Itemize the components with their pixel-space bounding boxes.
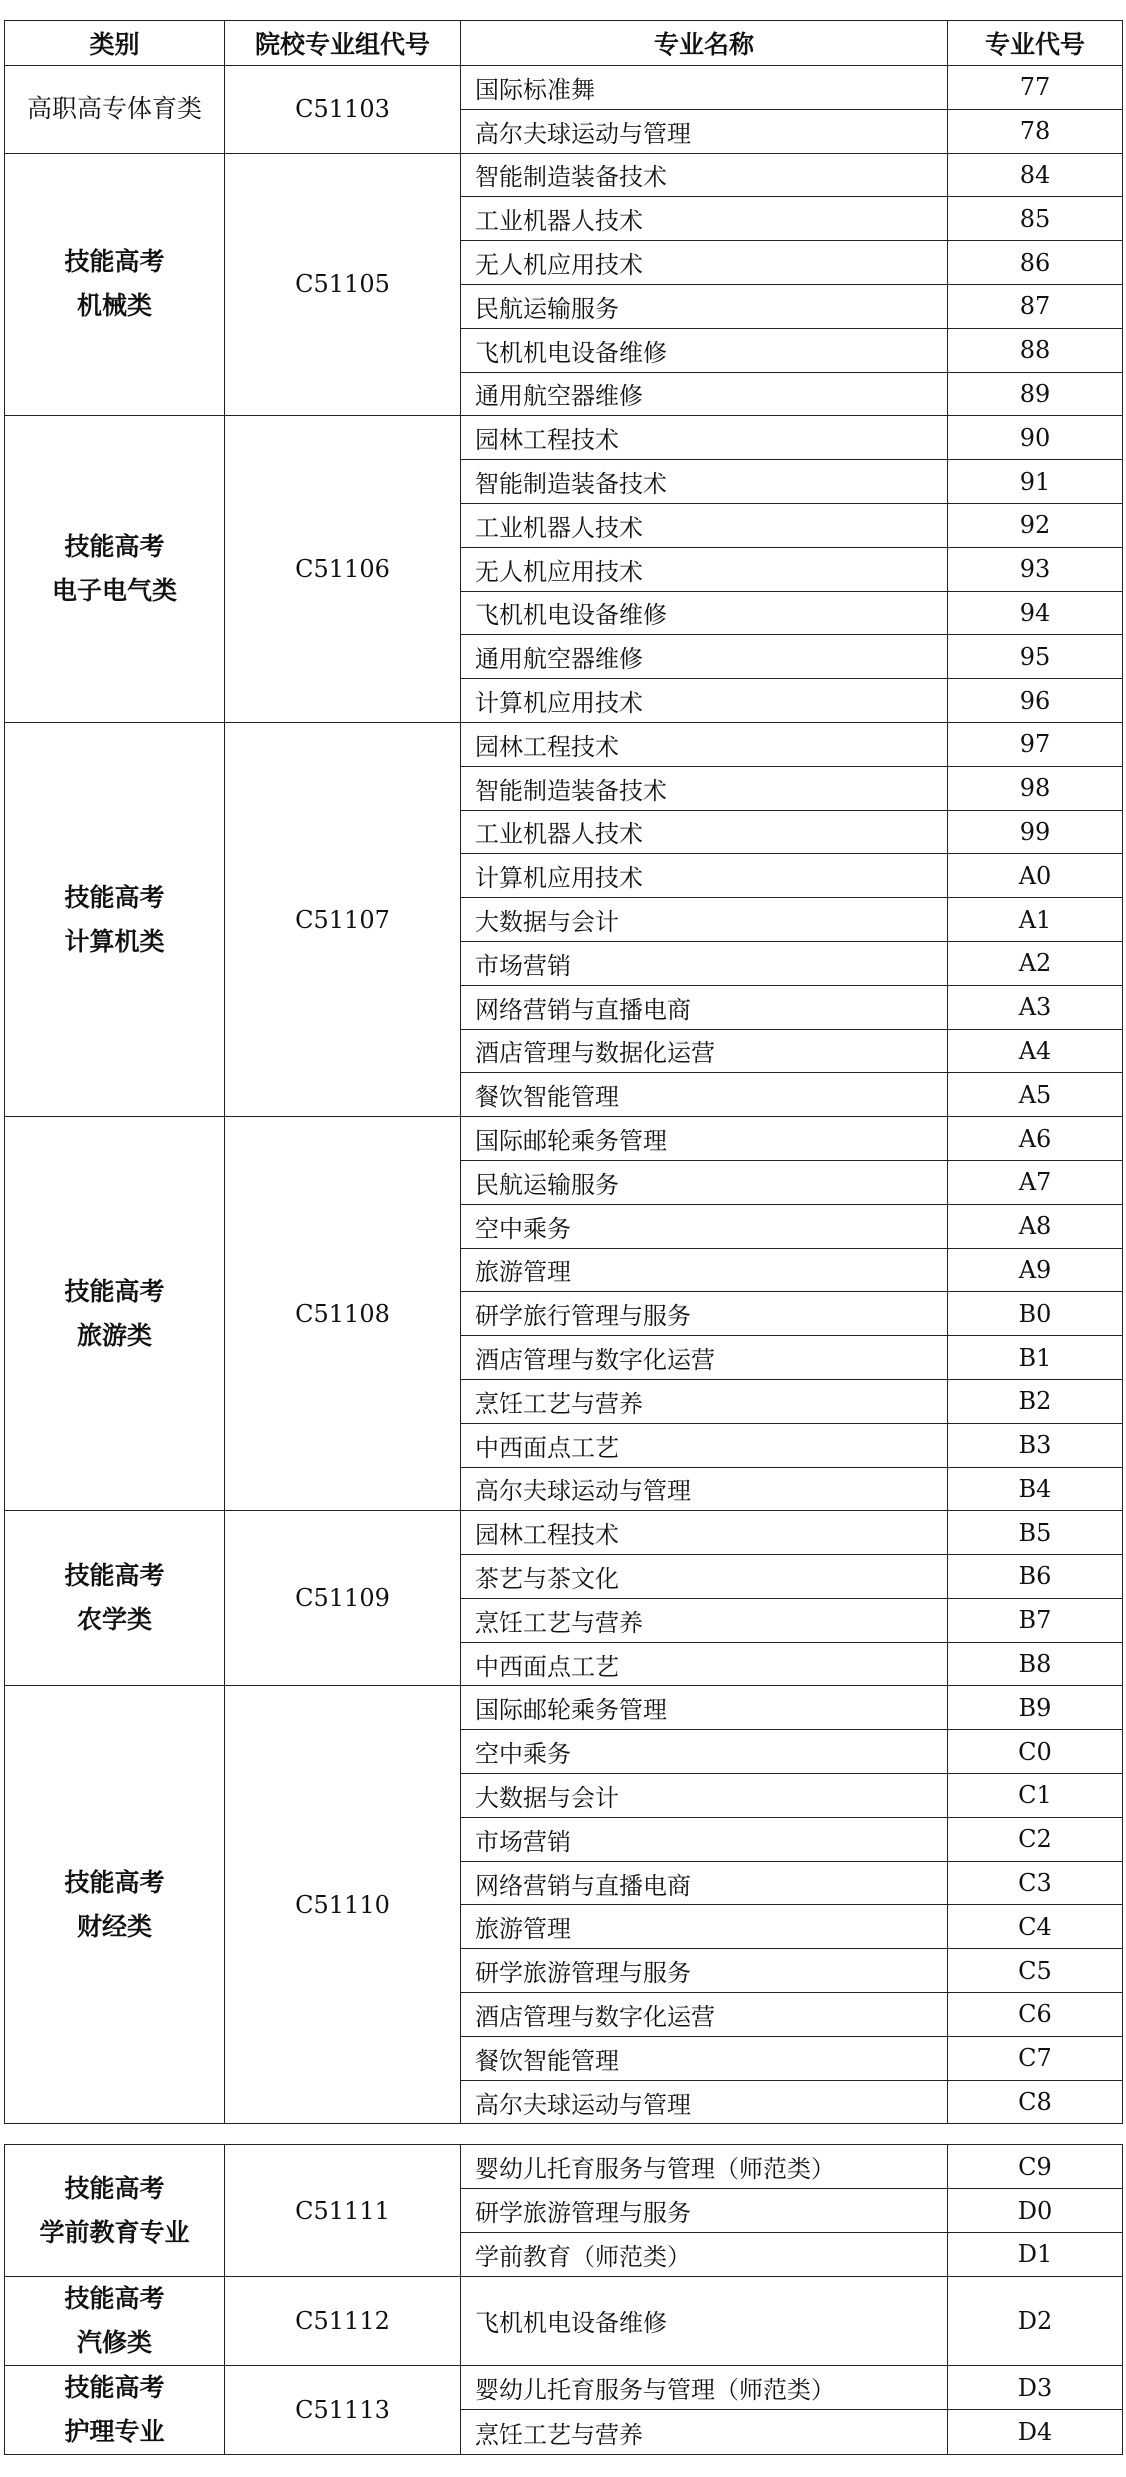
table-row [5, 722, 1123, 766]
major-name-cell: 大数据与会计 [461, 898, 948, 942]
major-name-cell: 计算机应用技术 [461, 854, 948, 898]
major-name-cell: 无人机应用技术 [461, 547, 948, 591]
major-code-cell: 93 [948, 547, 1123, 591]
major-code-cell: A8 [948, 1204, 1123, 1248]
major-name-cell: 婴幼儿托育服务与管理（师范类） [461, 2365, 948, 2410]
major-name-cell: 飞机机电设备维修 [461, 591, 948, 635]
category-line: 汽修类 [76, 2327, 152, 2357]
spacer-cell [461, 2124, 948, 2145]
major-code-cell: A1 [948, 898, 1123, 942]
major-code-cell: 88 [948, 328, 1123, 372]
category-line: 护理专业 [64, 2416, 165, 2446]
major-code-cell: A9 [948, 1248, 1123, 1292]
major-name-cell: 国际邮轮乘务管理 [461, 1686, 948, 1730]
major-code-cell: C0 [948, 1730, 1123, 1774]
major-name-cell: 工业机器人技术 [461, 810, 948, 854]
table-row [5, 2145, 1123, 2189]
major-name-cell: 婴幼儿托育服务与管理（师范类） [461, 2145, 948, 2189]
major-name-cell: 高尔夫球运动与管理 [461, 109, 948, 153]
major-name-cell: 空中乘务 [461, 1204, 948, 1248]
spacer-cell [225, 2124, 461, 2145]
category-cell [5, 1686, 225, 2124]
major-code-cell: A0 [948, 854, 1123, 898]
major-code-cell: C7 [948, 2036, 1123, 2080]
major-name-cell: 茶艺与茶文化 [461, 1555, 948, 1599]
group-code-cell: C51109 [225, 1511, 461, 1686]
category-cell [5, 416, 225, 723]
major-name-cell: 工业机器人技术 [461, 503, 948, 547]
major-name-cell: 国际标准舞 [461, 66, 948, 110]
major-name-cell: 研学旅游管理与服务 [461, 2189, 948, 2233]
major-code-cell: A5 [948, 1073, 1123, 1117]
major-name-cell: 餐饮智能管理 [461, 2036, 948, 2080]
major-name-cell: 酒店管理与数字化运营 [461, 1993, 948, 2037]
major-name-cell: 空中乘务 [461, 1730, 948, 1774]
major-name-cell: 餐饮智能管理 [461, 1073, 948, 1117]
major-code-cell: 98 [948, 766, 1123, 810]
major-name-cell: 飞机机电设备维修 [461, 2276, 948, 2365]
spacer-cell [948, 2124, 1123, 2145]
major-name-cell: 大数据与会计 [461, 1774, 948, 1818]
table-body [5, 66, 1123, 2455]
category-line: 技能高考 [64, 2173, 165, 2203]
major-code-cell: A3 [948, 985, 1123, 1029]
header-category: 类别 [5, 21, 225, 66]
major-name-cell: 无人机应用技术 [461, 241, 948, 285]
major-code-cell: A7 [948, 1160, 1123, 1204]
major-name-cell: 旅游管理 [461, 1905, 948, 1949]
category-cell [5, 722, 225, 1116]
major-code-cell: 77 [948, 66, 1123, 110]
major-name-cell: 智能制造装备技术 [461, 153, 948, 197]
category-line: 高职高专体育类 [26, 94, 202, 124]
major-code-cell: 86 [948, 241, 1123, 285]
major-name-cell: 民航运输服务 [461, 1160, 948, 1204]
major-code-cell: B1 [948, 1336, 1123, 1380]
major-name-cell: 网络营销与直播电商 [461, 985, 948, 1029]
group-code-cell: C51111 [225, 2145, 461, 2276]
major-name-cell: 酒店管理与数据化运营 [461, 1029, 948, 1073]
major-name-cell: 飞机机电设备维修 [461, 328, 948, 372]
category-line: 技能高考 [64, 1276, 165, 1306]
major-code-cell: B8 [948, 1642, 1123, 1686]
major-name-cell: 市场营销 [461, 1817, 948, 1861]
major-code-cell: 97 [948, 722, 1123, 766]
category-cell [5, 2276, 225, 2365]
category-line: 技能高考 [64, 2372, 165, 2402]
group-code-cell: C51112 [225, 2276, 461, 2365]
major-name-cell: 园林工程技术 [461, 722, 948, 766]
major-name-cell: 酒店管理与数字化运营 [461, 1336, 948, 1380]
header-row [5, 21, 1123, 66]
major-name-cell: 中西面点工艺 [461, 1423, 948, 1467]
major-code-cell: A6 [948, 1117, 1123, 1161]
major-code-cell: B6 [948, 1555, 1123, 1599]
category-cell [5, 2365, 225, 2454]
major-code-cell: 94 [948, 591, 1123, 635]
major-name-cell: 烹饪工艺与营养 [461, 1379, 948, 1423]
major-name-cell: 智能制造装备技术 [461, 460, 948, 504]
major-name-cell: 民航运输服务 [461, 284, 948, 328]
major-name-cell: 园林工程技术 [461, 1511, 948, 1555]
major-name-cell: 高尔夫球运动与管理 [461, 2080, 948, 2124]
group-code-cell: C51108 [225, 1117, 461, 1511]
category-cell [5, 1117, 225, 1511]
category-line: 财经类 [76, 1911, 152, 1941]
major-table [4, 20, 1123, 2455]
table-row [5, 2365, 1123, 2410]
major-name-cell: 智能制造装备技术 [461, 766, 948, 810]
major-code-cell: 87 [948, 284, 1123, 328]
major-code-cell: 78 [948, 109, 1123, 153]
category-cell [5, 153, 225, 416]
major-name-cell: 高尔夫球运动与管理 [461, 1467, 948, 1511]
group-code-cell: C51113 [225, 2365, 461, 2454]
major-code-cell: 91 [948, 460, 1123, 504]
major-code-cell: 89 [948, 372, 1123, 416]
category-line: 技能高考 [64, 2283, 165, 2313]
table-row [5, 1511, 1123, 1555]
major-code-cell: 85 [948, 197, 1123, 241]
major-code-cell: 84 [948, 153, 1123, 197]
category-cell [5, 2145, 225, 2276]
major-code-cell: B7 [948, 1598, 1123, 1642]
table-row [5, 2276, 1123, 2365]
category-line: 技能高考 [64, 1867, 165, 1897]
group-code-cell: C51103 [225, 66, 461, 154]
major-code-cell: B4 [948, 1467, 1123, 1511]
major-code-cell: C1 [948, 1774, 1123, 1818]
category-line: 农学类 [76, 1605, 152, 1635]
major-code-cell: D1 [948, 2233, 1123, 2277]
major-code-cell: A4 [948, 1029, 1123, 1073]
category-cell [5, 66, 225, 154]
group-code-cell: C51106 [225, 416, 461, 723]
header-group-code: 院校专业组代号 [225, 21, 461, 66]
major-name-cell: 研学旅游管理与服务 [461, 1949, 948, 1993]
major-code-cell: C5 [948, 1949, 1123, 1993]
table-row [5, 416, 1123, 460]
major-name-cell: 国际邮轮乘务管理 [461, 1117, 948, 1161]
major-name-cell: 计算机应用技术 [461, 679, 948, 723]
major-name-cell: 网络营销与直播电商 [461, 1861, 948, 1905]
major-name-cell: 旅游管理 [461, 1248, 948, 1292]
major-name-cell: 中西面点工艺 [461, 1642, 948, 1686]
major-code-cell: 96 [948, 679, 1123, 723]
major-code-cell: C6 [948, 1993, 1123, 2037]
category-cell [5, 1511, 225, 1686]
major-code-cell: 99 [948, 810, 1123, 854]
major-code-cell: D0 [948, 2189, 1123, 2233]
table-row [5, 1117, 1123, 1161]
major-name-cell: 市场营销 [461, 941, 948, 985]
category-line: 旅游类 [76, 1320, 152, 1350]
group-code-cell: C51107 [225, 722, 461, 1116]
major-code-cell: C3 [948, 1861, 1123, 1905]
major-code-cell: C4 [948, 1905, 1123, 1949]
table-row [5, 153, 1123, 197]
major-code-cell: 90 [948, 416, 1123, 460]
category-line: 技能高考 [64, 532, 165, 562]
major-code-cell: B2 [948, 1379, 1123, 1423]
group-spacer [5, 2124, 1123, 2145]
category-line: 电子电气类 [51, 576, 177, 606]
major-code-cell: C8 [948, 2080, 1123, 2124]
major-code-cell: C2 [948, 1817, 1123, 1861]
category-line: 计算机类 [64, 926, 165, 956]
major-code-cell: D3 [948, 2365, 1123, 2410]
major-code-cell: B9 [948, 1686, 1123, 1730]
major-name-cell: 通用航空器维修 [461, 635, 948, 679]
category-line: 技能高考 [64, 1561, 165, 1591]
major-name-cell: 学前教育（师范类） [461, 2233, 948, 2277]
header-major-name: 专业名称 [461, 21, 948, 66]
major-name-cell: 通用航空器维修 [461, 372, 948, 416]
major-name-cell: 烹饪工艺与营养 [461, 2410, 948, 2455]
major-name-cell: 烹饪工艺与营养 [461, 1598, 948, 1642]
group-code-cell: C51110 [225, 1686, 461, 2124]
major-name-cell: 研学旅行管理与服务 [461, 1292, 948, 1336]
major-code-cell: D4 [948, 2410, 1123, 2455]
major-code-cell: A2 [948, 941, 1123, 985]
major-code-cell: C9 [948, 2145, 1123, 2189]
major-code-cell: B0 [948, 1292, 1123, 1336]
group-code-cell: C51105 [225, 153, 461, 416]
major-code-cell: 92 [948, 503, 1123, 547]
major-code-cell: 95 [948, 635, 1123, 679]
major-code-cell: B5 [948, 1511, 1123, 1555]
category-line: 技能高考 [64, 882, 165, 912]
category-line: 学前教育专业 [39, 2217, 190, 2247]
spacer-cell [5, 2124, 225, 2145]
major-code-cell: B3 [948, 1423, 1123, 1467]
table-row [5, 1686, 1123, 1730]
major-code-cell: D2 [948, 2276, 1123, 2365]
major-name-cell: 工业机器人技术 [461, 197, 948, 241]
category-line: 技能高考 [64, 247, 165, 277]
table-row [5, 66, 1123, 110]
major-name-cell: 园林工程技术 [461, 416, 948, 460]
header-major-code: 专业代号 [948, 21, 1123, 66]
category-line: 机械类 [76, 291, 152, 321]
